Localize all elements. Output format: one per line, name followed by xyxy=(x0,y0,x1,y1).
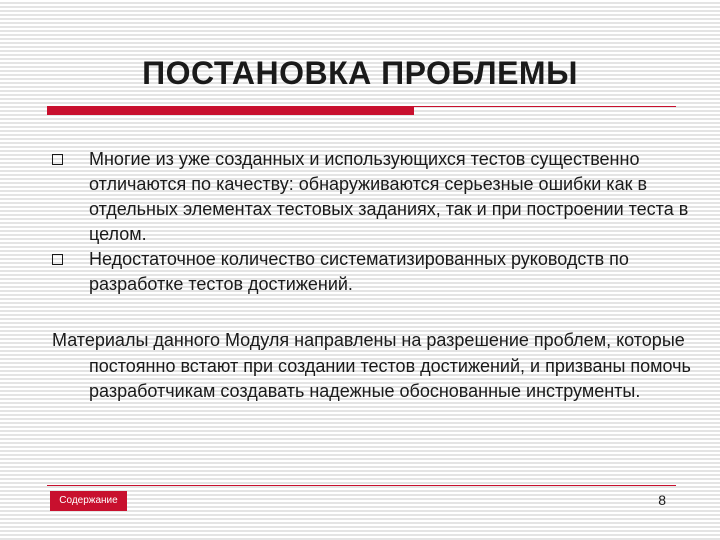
bullet-list xyxy=(52,147,692,297)
page-number: 8 xyxy=(658,492,666,508)
footer-divider xyxy=(47,485,676,486)
bullet-text: Недостаточное количество систематизированных руководств по разработке тестов достижений. xyxy=(89,249,629,294)
bullet-item xyxy=(52,247,692,297)
hollow-square-bullet-icon xyxy=(52,154,63,165)
title-underline-thick xyxy=(47,107,414,115)
hollow-square-bullet-icon xyxy=(52,254,63,265)
slide-title: ПОСТАНОВКА ПРОБЛЕМЫ xyxy=(142,55,578,91)
summary-paragraph: Материалы данного Модуля направлены на разрешение проблем, которые постоянно встают при создании тестов достижений, и призваны помочь разработчикам создавать надежные обоснованные инструменты. xyxy=(52,330,691,401)
bullet-item xyxy=(52,147,692,247)
bullet-text: Многие из уже созданных и использующихся тестов существенно отличаются по качеству: обнаруживаются серьезные ошибки как в отдельных элементах тестовых заданиях, так и при построении теста в целом. xyxy=(89,149,689,244)
contents-button[interactable]: Содержание xyxy=(50,491,127,511)
